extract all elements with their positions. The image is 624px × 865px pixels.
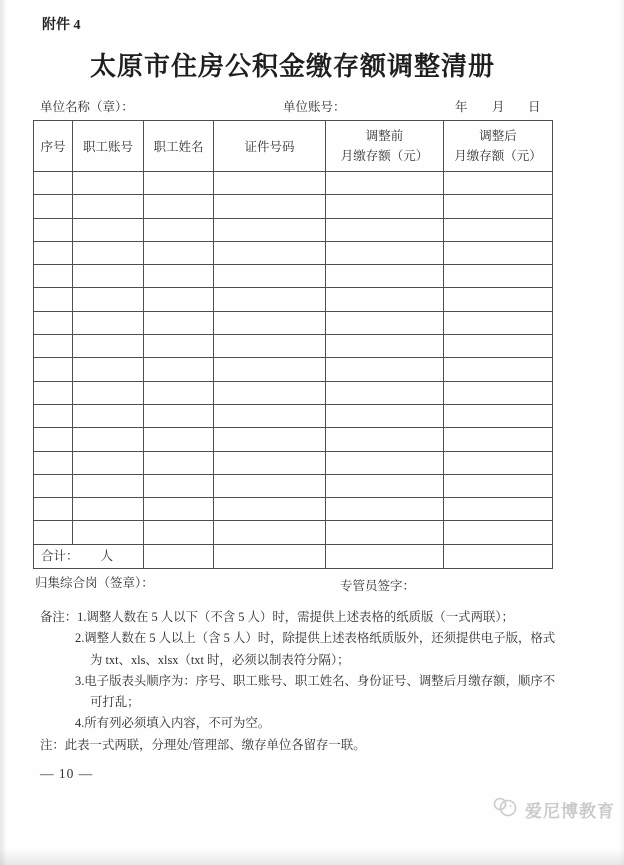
table-cell [73, 498, 144, 521]
total-row [34, 544, 553, 568]
table-cell [144, 195, 214, 218]
date-month-label: 月 [492, 100, 505, 114]
table-cell [144, 428, 214, 451]
table-cell [214, 335, 326, 358]
table-row [34, 404, 553, 427]
table-cell [326, 498, 444, 521]
table-row [34, 381, 553, 404]
table-cell [326, 288, 444, 311]
note-line: 备注：1.调整人数在 5 人以下（不含 5 人）时，需提供上述表格的纸质版（一式两联）； [40, 610, 514, 624]
table-cell [444, 335, 553, 358]
table-cell [214, 172, 326, 195]
table-body [34, 172, 553, 545]
total-empty-cell [144, 544, 214, 568]
table-cell [144, 358, 214, 381]
table-cell [444, 358, 553, 381]
table-cell [34, 404, 73, 427]
table-row [34, 428, 553, 451]
table-cell [144, 404, 214, 427]
header-cell-employee-name: 职工姓名 [144, 121, 214, 172]
table-cell [34, 311, 73, 334]
scan-edge-left [0, 0, 7, 865]
table-cell [144, 265, 214, 288]
header-before-line1: 调整前 [365, 129, 404, 143]
table-cell [144, 521, 214, 544]
scan-edge-bottom [0, 849, 624, 865]
unit-account-label: 单位账号： [283, 100, 346, 114]
table-cell [34, 218, 73, 241]
table-cell [444, 404, 553, 427]
date-day-label: 日 [528, 100, 541, 114]
table-cell [326, 218, 444, 241]
table-cell [73, 474, 144, 497]
table-cell [444, 218, 553, 241]
table-cell [214, 498, 326, 521]
table-cell [34, 241, 73, 264]
table-cell [444, 381, 553, 404]
table-cell [34, 195, 73, 218]
table-cell [73, 311, 144, 334]
table-cell [73, 358, 144, 381]
table-cell [444, 265, 553, 288]
table-row [34, 451, 553, 474]
header-cell-id-number: 证件号码 [214, 121, 326, 172]
table-cell [444, 241, 553, 264]
table-cell [73, 428, 144, 451]
table-cell [214, 451, 326, 474]
total-empty-cell [444, 544, 553, 568]
table-cell [214, 265, 326, 288]
scan-edge-right [619, 0, 624, 865]
table-cell [73, 451, 144, 474]
table-cell [444, 451, 553, 474]
header-before-line2: 月缴存额（元） [340, 148, 429, 163]
table-cell [326, 451, 444, 474]
note-line: 为 txt、xls、xlsx（txt 时，必须以制表符分隔）； [90, 652, 350, 667]
table-cell [144, 498, 214, 521]
table-cell [444, 288, 553, 311]
administrator-signature-label: 专管员签字： [340, 579, 416, 593]
table-cell [214, 381, 326, 404]
table-cell [326, 474, 444, 497]
table-cell [214, 288, 326, 311]
total-empty-cell [214, 544, 326, 568]
table-row [34, 498, 553, 521]
table-cell [34, 428, 73, 451]
table-cell [144, 172, 214, 195]
adjustment-register-table [33, 120, 553, 569]
table-cell [73, 288, 144, 311]
note-line: 2.调整人数在 5 人以上（含 5 人）时，除提供上述表格纸质版外，还须提供电子版，格式 [75, 631, 556, 646]
table-cell [214, 195, 326, 218]
table-cell [326, 241, 444, 264]
table-cell [326, 404, 444, 427]
total-cell [34, 544, 144, 568]
table-cell [73, 335, 144, 358]
collection-post-signature-label: 归集综合岗（签章）： [35, 576, 154, 590]
table-cell [73, 521, 144, 544]
note-line: 可打乱； [90, 695, 140, 710]
table-cell [214, 241, 326, 264]
table-row [34, 474, 553, 497]
table-cell [326, 265, 444, 288]
header-cell-employee-account: 职工账号 [73, 121, 144, 172]
table-row [34, 288, 553, 311]
table-cell [326, 311, 444, 334]
table-cell [73, 172, 144, 195]
table-cell [144, 474, 214, 497]
table-cell [34, 288, 73, 311]
table-cell [144, 241, 214, 264]
total-empty-cell [326, 544, 444, 568]
page-number: — 10 — [40, 766, 94, 781]
table-header-row [34, 121, 553, 172]
watermark-logo-icon [492, 795, 520, 824]
table-row [34, 335, 553, 358]
table-row [34, 358, 553, 381]
table-cell [444, 498, 553, 521]
header-cell-after-adjustment [444, 121, 553, 172]
table-cell [34, 381, 73, 404]
header-cell-seq: 序号 [34, 121, 73, 172]
table-cell [326, 428, 444, 451]
table-cell [214, 474, 326, 497]
table-cell [444, 311, 553, 334]
date-year-label: 年 [455, 100, 468, 114]
table-cell [326, 521, 444, 544]
table-row [34, 521, 553, 544]
table-cell [326, 195, 444, 218]
table-cell [214, 521, 326, 544]
attachment-label: 附件 4 [42, 18, 81, 33]
total-label: 合计： [41, 549, 79, 563]
notes-block [40, 607, 585, 756]
table-cell [214, 358, 326, 381]
table-row [34, 172, 553, 195]
table-cell [444, 172, 553, 195]
note-line: 3.电子版表头顺序为：序号、职工账号、职工姓名、身份证号、调整后月缴存额，顺序不 [75, 673, 556, 688]
table-cell [144, 451, 214, 474]
table-row [34, 218, 553, 241]
table-cell [34, 474, 73, 497]
table-row [34, 265, 553, 288]
table-cell [326, 358, 444, 381]
note-line: 注：此表一式两联，分理处/管理部、缴存单位各留存一联。 [40, 737, 366, 752]
document-title: 太原市住房公积金缴存额调整清册 [89, 52, 495, 81]
table-cell [444, 521, 553, 544]
table-cell [214, 218, 326, 241]
table-cell [73, 404, 144, 427]
total-unit-label: 人 [100, 549, 113, 563]
form-header-row [0, 97, 624, 115]
table-cell [34, 265, 73, 288]
note-line: 4.所有列必须填入内容，不可为空。 [75, 716, 271, 731]
table-cell [444, 195, 553, 218]
table-cell [73, 195, 144, 218]
table-cell [144, 335, 214, 358]
table-cell [73, 381, 144, 404]
header-after-line2: 月缴存额（元） [454, 148, 542, 163]
table-cell [326, 335, 444, 358]
table-cell [34, 451, 73, 474]
watermark [492, 795, 615, 824]
table-row [34, 241, 553, 264]
table-cell [34, 335, 73, 358]
table-cell [34, 358, 73, 381]
table-cell [144, 218, 214, 241]
table-cell [34, 172, 73, 195]
table-cell [73, 241, 144, 264]
table-row [34, 195, 553, 218]
table-cell [144, 288, 214, 311]
table-cell [73, 265, 144, 288]
table-cell [214, 428, 326, 451]
table-cell [214, 311, 326, 334]
table-cell [444, 474, 553, 497]
table-cell [326, 172, 444, 195]
header-cell-before-adjustment [326, 121, 444, 172]
table-cell [444, 428, 553, 451]
table-cell [144, 381, 214, 404]
table-row [34, 311, 553, 334]
unit-name-label: 单位名称（章）： [40, 100, 134, 114]
table-cell [214, 404, 326, 427]
watermark-text: 爱尼博教育 [525, 802, 615, 821]
table-cell [34, 521, 73, 544]
table-cell [73, 218, 144, 241]
header-after-line1: 调整后 [479, 129, 517, 143]
table-cell [326, 381, 444, 404]
table-cell [34, 498, 73, 521]
table-cell [144, 311, 214, 334]
